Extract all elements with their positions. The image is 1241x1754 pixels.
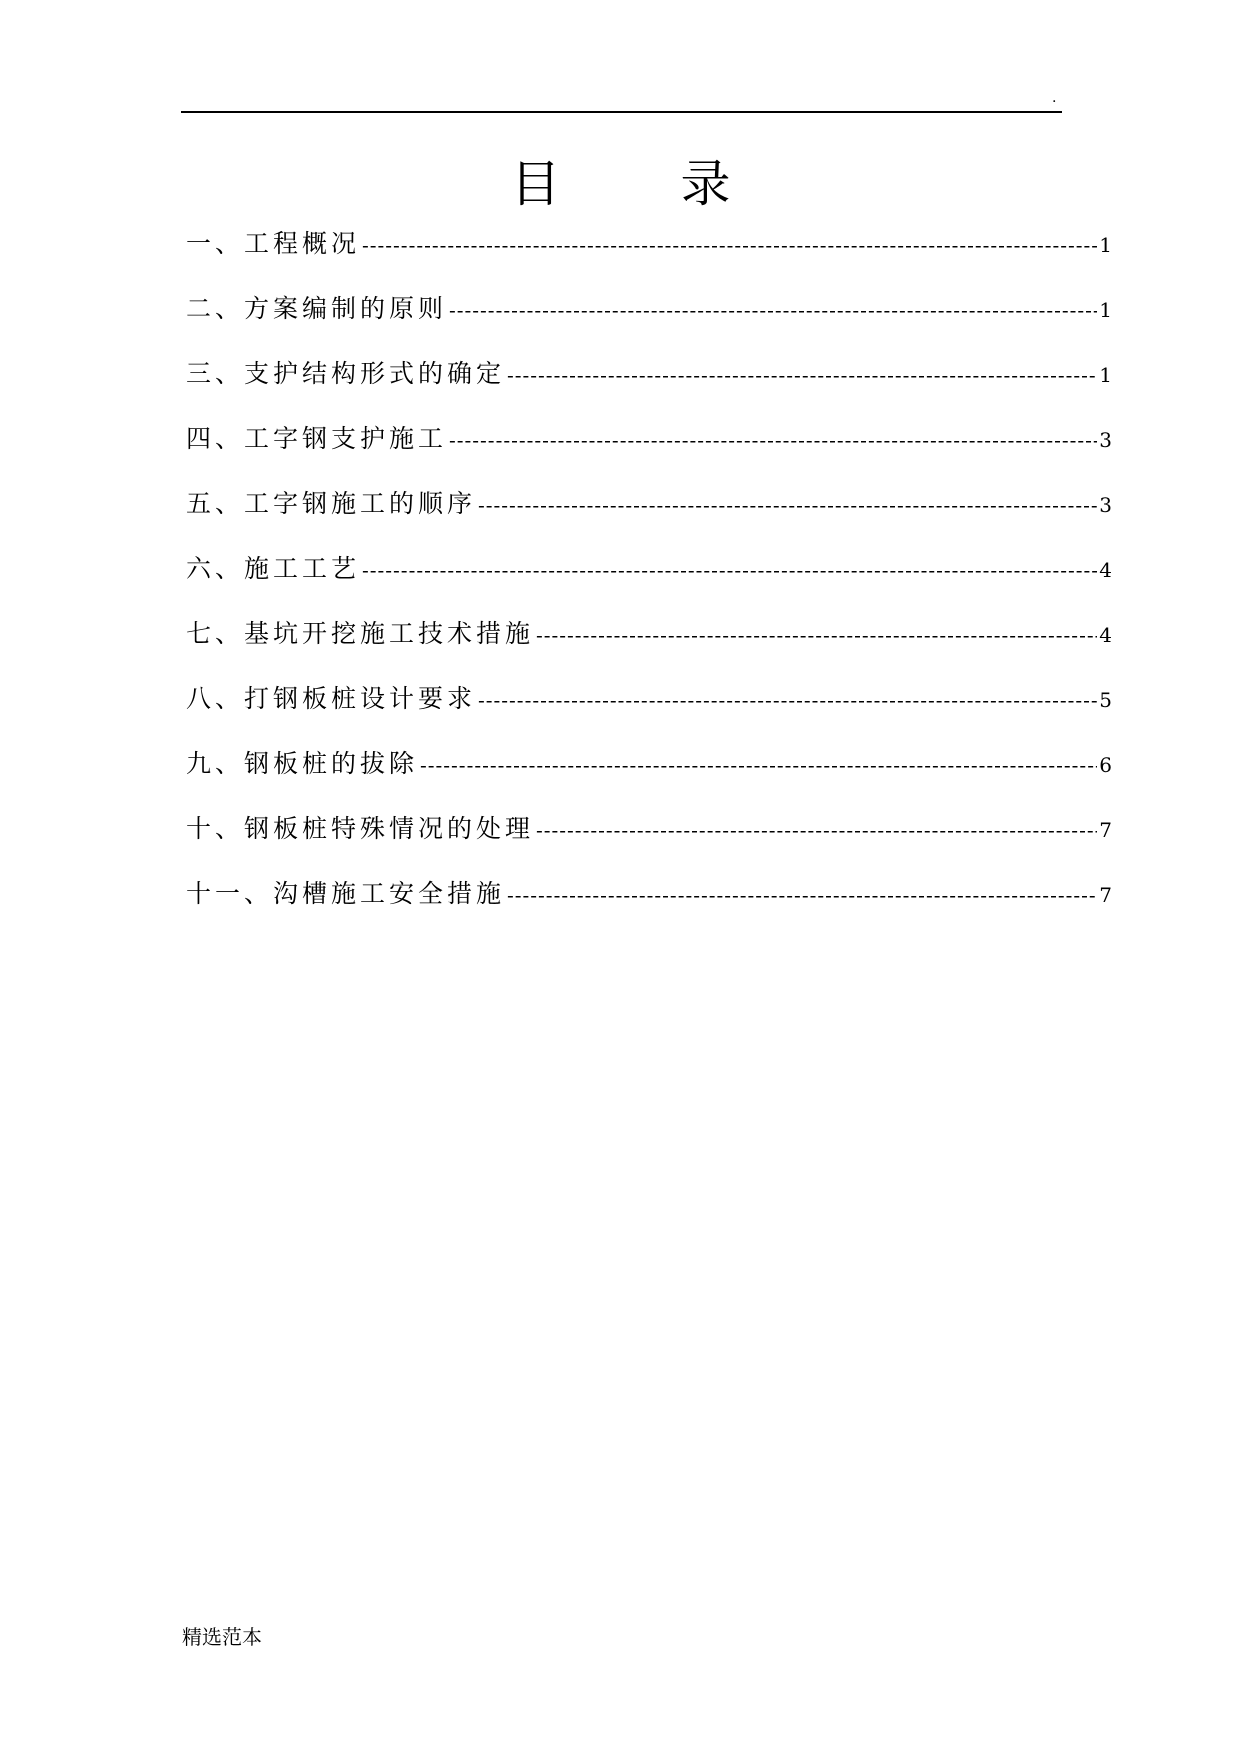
toc-entry-3[interactable]	[186, 352, 1112, 417]
toc-entry-5[interactable]	[186, 482, 1112, 547]
toc-leader	[507, 353, 1097, 397]
toc-entry-page: 5	[1099, 688, 1112, 712]
toc-entry-page: 1	[1099, 363, 1112, 387]
toc-leader	[449, 418, 1097, 462]
toc-entry-page: 7	[1099, 883, 1112, 907]
toc-entry-8[interactable]	[186, 677, 1112, 742]
toc-entry-page: 7	[1099, 818, 1112, 842]
toc-entry-label: 十一、沟槽施工安全措施	[186, 879, 506, 908]
toc-leader	[536, 808, 1097, 852]
toc-entry-label: 六、施工工艺	[186, 554, 361, 583]
toc-entry-page: 3	[1099, 428, 1112, 452]
toc-entry-page: 6	[1099, 753, 1112, 777]
toc-entry-2[interactable]	[186, 287, 1112, 352]
toc-entry-7[interactable]	[186, 612, 1112, 677]
toc-entry-label: 八、打钢板桩设计要求	[186, 684, 477, 713]
toc-leader	[420, 743, 1097, 787]
toc-leader	[478, 483, 1097, 527]
toc-entry-label: 十、钢板桩特殊情况的处理	[186, 814, 535, 843]
toc-entry-label: 七、基坑开挖施工技术措施	[186, 619, 535, 648]
toc-entry-10[interactable]	[186, 807, 1112, 872]
toc-entry-4[interactable]	[186, 417, 1112, 482]
toc-entry-label: 二、方案编制的原则	[186, 294, 448, 323]
toc-leader	[362, 223, 1097, 267]
footer-note: 精选范本	[182, 1625, 262, 1649]
toc-leader	[478, 678, 1097, 722]
header-mark: .	[1052, 90, 1057, 106]
toc-entry-label: 九、钢板桩的拔除	[186, 749, 419, 778]
toc-entry-page: 3	[1099, 493, 1112, 517]
toc-entry-page: 4	[1099, 623, 1112, 647]
toc-title: 目录	[510, 155, 851, 213]
toc-leader	[507, 873, 1097, 917]
toc-entry-label: 四、工字钢支护施工	[186, 424, 448, 453]
toc-leader	[536, 613, 1097, 657]
toc-leader	[362, 548, 1097, 592]
toc-entry-1[interactable]	[186, 222, 1112, 287]
toc-entry-label: 三、支护结构形式的确定	[186, 359, 506, 388]
toc-list	[186, 222, 1112, 937]
toc-entry-11[interactable]	[186, 872, 1112, 937]
toc-entry-9[interactable]	[186, 742, 1112, 807]
toc-leader	[449, 288, 1097, 332]
toc-entry-page: 1	[1099, 233, 1112, 257]
header-rule	[181, 111, 1062, 113]
toc-entry-label: 五、工字钢施工的顺序	[186, 489, 477, 518]
toc-entry-page: 4	[1099, 558, 1112, 582]
toc-entry-6[interactable]	[186, 547, 1112, 612]
toc-entry-label: 一、工程概况	[186, 229, 361, 258]
toc-entry-page: 1	[1099, 298, 1112, 322]
